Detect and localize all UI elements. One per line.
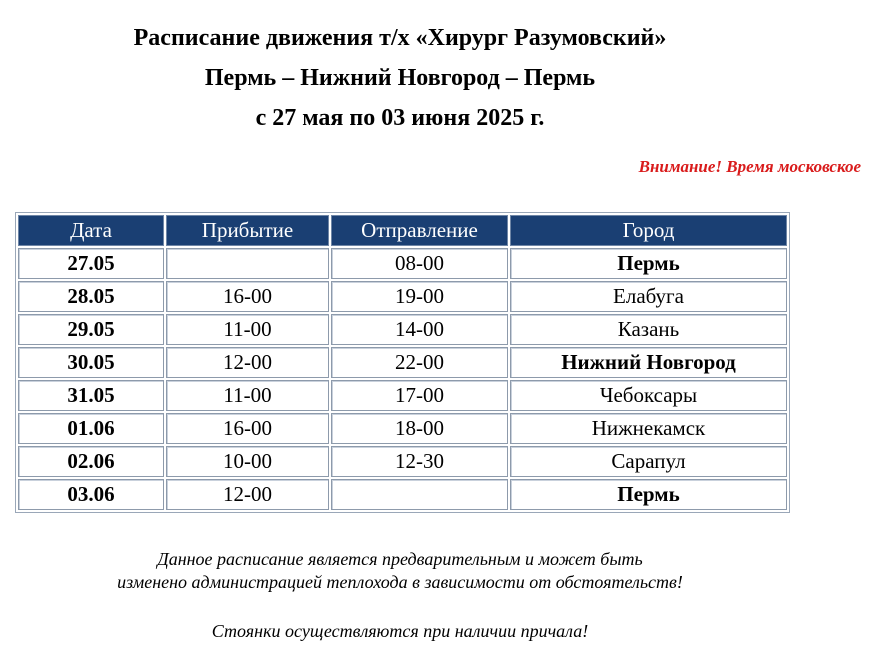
date-cell: 31.05 (18, 380, 164, 411)
departure-cell: 22-00 (331, 347, 508, 378)
city-cell: Елабуга (510, 281, 787, 312)
city-cell: Нижний Новгород (510, 347, 787, 378)
column-header-departure: Отправление (331, 215, 508, 246)
date-cell: 29.05 (18, 314, 164, 345)
departure-cell: 14-00 (331, 314, 508, 345)
arrival-cell: 16-00 (166, 281, 329, 312)
departure-cell (331, 479, 508, 510)
column-header-arrival: Прибытие (166, 215, 329, 246)
table-row (18, 347, 787, 378)
schedule-table (15, 212, 790, 513)
arrival-cell: 11-00 (166, 380, 329, 411)
table-row (18, 413, 787, 444)
arrival-cell: 11-00 (166, 314, 329, 345)
date-cell: 03.06 (18, 479, 164, 510)
date-cell: 27.05 (18, 248, 164, 279)
city-cell: Сарапул (510, 446, 787, 477)
disclaimer-line-1: Данное расписание является предварительным и может быть (157, 549, 643, 569)
date-range-title: с 27 мая по 03 июня 2025 г. (255, 105, 545, 131)
departure-cell: 08-00 (331, 248, 508, 279)
departure-cell: 19-00 (331, 281, 508, 312)
date-cell: 01.06 (18, 413, 164, 444)
table-row (18, 281, 787, 312)
table-row (18, 479, 787, 510)
city-cell: Пермь (510, 248, 787, 279)
arrival-cell: 12-00 (166, 479, 329, 510)
date-cell: 28.05 (18, 281, 164, 312)
city-cell: Пермь (510, 479, 787, 510)
table-row (18, 248, 787, 279)
arrival-cell: 10-00 (166, 446, 329, 477)
departure-cell: 18-00 (331, 413, 508, 444)
table-row (18, 314, 787, 345)
table-row (18, 446, 787, 477)
column-header-date: Дата (18, 215, 164, 246)
arrival-cell: 12-00 (166, 347, 329, 378)
arrival-cell (166, 248, 329, 279)
table-row (18, 380, 787, 411)
city-cell: Нижнекамск (510, 413, 787, 444)
table-header-row (18, 215, 787, 246)
date-cell: 30.05 (18, 347, 164, 378)
departure-cell: 17-00 (331, 380, 508, 411)
schedule-title: Расписание движения т/х «Хирург Разумовский» (133, 25, 667, 51)
city-cell: Казань (510, 314, 787, 345)
mooring-note: Стоянки осуществляются при наличии причала! (211, 621, 589, 641)
arrival-cell: 16-00 (166, 413, 329, 444)
date-cell: 02.06 (18, 446, 164, 477)
column-header-city: Город (510, 215, 787, 246)
timezone-warning: Внимание! Время московское (638, 157, 861, 176)
disclaimer-line-2: изменено администрацией теплохода в зависимости от обстоятельств! (117, 572, 683, 592)
city-cell: Чебоксары (510, 380, 787, 411)
departure-cell: 12-30 (331, 446, 508, 477)
route-title: Пермь – Нижний Новгород – Пермь (204, 65, 596, 91)
